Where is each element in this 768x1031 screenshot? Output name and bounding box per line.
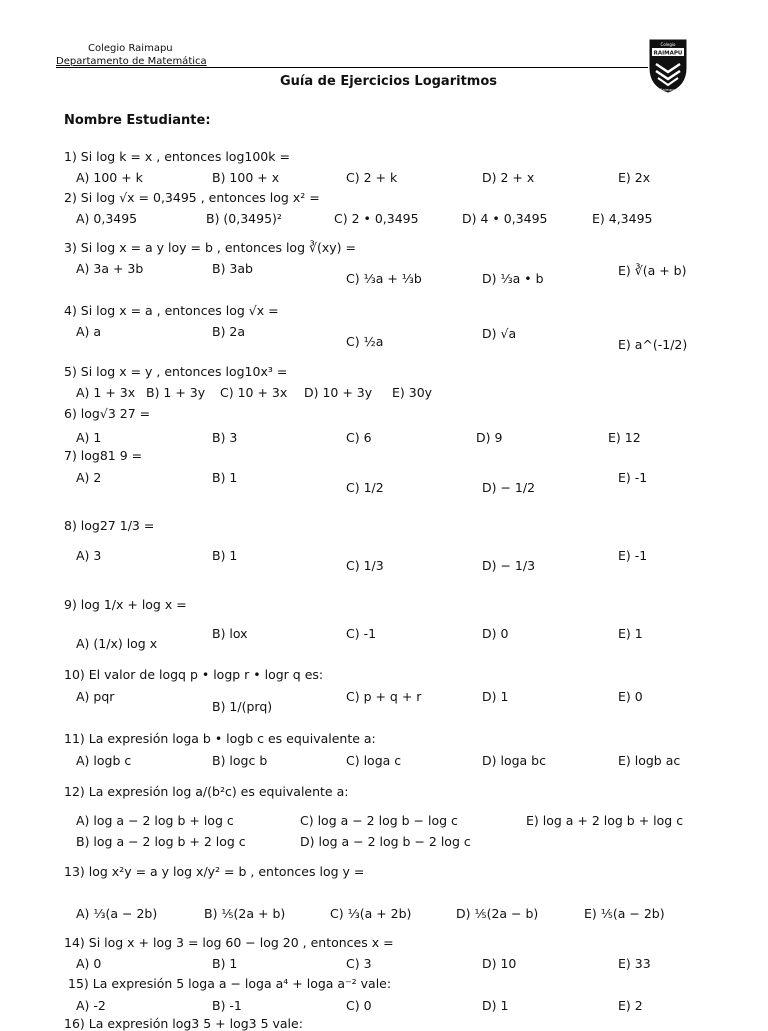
q12-option-b: B) log a − 2 log b + 2 log c bbox=[76, 834, 246, 849]
crest-top-text: Colegio bbox=[660, 42, 676, 47]
q6-option-a: A) 1 bbox=[76, 430, 102, 445]
q3-option-e: E) ∛(a + b) bbox=[618, 263, 687, 278]
question-5: 5) Si log x = y , entonces log10x³ = bbox=[64, 364, 288, 379]
q11-option-c: C) loga c bbox=[346, 753, 402, 768]
header-rule bbox=[56, 67, 648, 68]
q13-option-d: D) ⅕(2a − b) bbox=[456, 906, 539, 921]
q8-option-a: A) 3 bbox=[76, 548, 102, 563]
q2-option-e: E) 4,3495 bbox=[592, 211, 653, 226]
q9-option-a: A) (1/x) log x bbox=[76, 636, 158, 651]
question-8: 8) log27 1/3 = bbox=[64, 518, 155, 533]
q6-option-b: B) 3 bbox=[212, 430, 238, 445]
q4-option-a: A) a bbox=[76, 324, 102, 339]
q13-option-c: C) ⅓(a + 2b) bbox=[330, 906, 412, 921]
q9-option-e: E) 1 bbox=[618, 626, 643, 641]
q14-option-b: B) 1 bbox=[212, 956, 238, 971]
q3-option-a: A) 3a + 3b bbox=[76, 261, 144, 276]
question-10: 10) El valor de logq p • logp r • logr q es: bbox=[64, 667, 324, 682]
q11-option-d: D) loga bc bbox=[482, 753, 546, 768]
q7-option-c: C) 1/2 bbox=[346, 480, 384, 495]
q9-option-d: D) 0 bbox=[482, 626, 509, 641]
question-16: 16) La expresión log3 5 + log3 5 vale: bbox=[64, 1016, 303, 1031]
q8-option-b: B) 1 bbox=[212, 548, 238, 563]
q2-option-d: D) 4 • 0,3495 bbox=[462, 211, 548, 226]
q7-option-b: B) 1 bbox=[212, 470, 238, 485]
question-7: 7) log81 9 = bbox=[64, 448, 143, 463]
question-9: 9) log 1/x + log x = bbox=[64, 597, 187, 612]
q4-option-e: E) a^(-1/2) bbox=[618, 337, 688, 352]
q5-option-a: A) 1 + 3x bbox=[76, 385, 136, 400]
q14-option-e: E) 33 bbox=[618, 956, 651, 971]
question-3: 3) Si log x = a y loy = b , entonces log ∛(xy) = bbox=[64, 240, 356, 255]
q2-option-c: C) 2 • 0,3495 bbox=[334, 211, 419, 226]
q7-option-a: A) 2 bbox=[76, 470, 102, 485]
q12-option-d: D) log a − 2 log b − 2 log c bbox=[300, 834, 471, 849]
question-1: 1) Si log k = x , entonces log100k = bbox=[64, 149, 290, 164]
q8-option-d: D) − 1/3 bbox=[482, 558, 536, 573]
question-11: 11) La expresión loga b • logb c es equivalente a: bbox=[64, 731, 376, 746]
q15-option-b: B) -1 bbox=[212, 998, 242, 1013]
q14-option-d: D) 10 bbox=[482, 956, 517, 971]
q4-option-b: B) 2a bbox=[212, 324, 246, 339]
q11-option-a: A) logb c bbox=[76, 753, 132, 768]
q3-option-c: C) ⅓a + ⅓b bbox=[346, 271, 422, 286]
question-12: 12) La expresión log a/(b²c) es equivalente a: bbox=[64, 784, 349, 799]
q11-option-e: E) logb ac bbox=[618, 753, 681, 768]
q5-option-d: D) 10 + 3y bbox=[304, 385, 373, 400]
question-14: 14) Si log x + log 3 = log 60 − log 20 , entonces x = bbox=[64, 935, 394, 950]
q15-option-c: C) 0 bbox=[346, 998, 372, 1013]
q8-option-c: C) 1/3 bbox=[346, 558, 384, 573]
q15-option-e: E) 2 bbox=[618, 998, 643, 1013]
page-title: Guía de Ejercicios Logaritmos bbox=[280, 74, 498, 89]
question-13: 13) log x²y = a y log x/y² = b , entonces log y = bbox=[64, 864, 365, 879]
q6-option-c: C) 6 bbox=[346, 430, 372, 445]
q10-option-a: A) pqr bbox=[76, 689, 115, 704]
q1-option-d: D) 2 + x bbox=[482, 170, 535, 185]
q3-option-b: B) 3ab bbox=[212, 261, 253, 276]
q10-option-c: C) p + q + r bbox=[346, 689, 422, 704]
crest-name-text: RAIMAPU bbox=[653, 50, 683, 57]
q2-option-a: A) 0,3495 bbox=[76, 211, 138, 226]
q8-option-e: E) -1 bbox=[618, 548, 648, 563]
q10-option-e: E) 0 bbox=[618, 689, 643, 704]
q9-option-b: B) lox bbox=[212, 626, 248, 641]
student-name-label: Nombre Estudiante: bbox=[64, 113, 211, 128]
q14-option-a: A) 0 bbox=[76, 956, 102, 971]
crest-bottom-text: Raimapu bbox=[660, 88, 676, 92]
school-crest-icon bbox=[648, 38, 688, 94]
q7-option-d: D) − 1/2 bbox=[482, 480, 536, 495]
q12-option-c: C) log a − 2 log b − log c bbox=[300, 813, 458, 828]
question-2: 2) Si log √x = 0,3495 , entonces log x² = bbox=[64, 190, 320, 205]
q5-option-c: C) 10 + 3x bbox=[220, 385, 288, 400]
q10-option-d: D) 1 bbox=[482, 689, 509, 704]
q9-option-c: C) -1 bbox=[346, 626, 377, 641]
q12-option-a: A) log a − 2 log b + log c bbox=[76, 813, 234, 828]
q4-option-c: C) ½a bbox=[346, 334, 384, 349]
question-4: 4) Si log x = a , entonces log √x = bbox=[64, 303, 279, 318]
q15-option-a: A) -2 bbox=[76, 998, 106, 1013]
q13-option-a: A) ⅓(a − 2b) bbox=[76, 906, 158, 921]
department-name: Departamento de Matemática bbox=[56, 56, 207, 67]
q3-option-d: D) ⅓a • b bbox=[482, 271, 544, 286]
q1-option-b: B) 100 + x bbox=[212, 170, 280, 185]
q12-option-e: E) log a + 2 log b + log c bbox=[526, 813, 684, 828]
school-name: Colegio Raimapu bbox=[88, 43, 173, 54]
question-6: 6) log√3 27 = bbox=[64, 406, 151, 421]
q1-option-c: C) 2 + k bbox=[346, 170, 398, 185]
q1-option-e: E) 2x bbox=[618, 170, 651, 185]
q14-option-c: C) 3 bbox=[346, 956, 372, 971]
question-15: 15) La expresión 5 loga a − loga a⁴ + loga a⁻² vale: bbox=[68, 976, 392, 991]
q6-option-d: D) 9 bbox=[476, 430, 503, 445]
q1-option-a: A) 100 + k bbox=[76, 170, 143, 185]
q7-option-e: E) -1 bbox=[618, 470, 648, 485]
q2-option-b: B) (0,3495)² bbox=[206, 211, 282, 226]
q13-option-b: B) ⅕(2a + b) bbox=[204, 906, 286, 921]
q4-option-d: D) √a bbox=[482, 326, 517, 341]
q6-option-e: E) 12 bbox=[608, 430, 641, 445]
q5-option-b: B) 1 + 3y bbox=[146, 385, 206, 400]
q13-option-e: E) ⅕(a − 2b) bbox=[584, 906, 665, 921]
q5-option-e: E) 30y bbox=[392, 385, 433, 400]
q10-option-b: B) 1/(prq) bbox=[212, 699, 273, 714]
q15-option-d: D) 1 bbox=[482, 998, 509, 1013]
q11-option-b: B) logc b bbox=[212, 753, 268, 768]
